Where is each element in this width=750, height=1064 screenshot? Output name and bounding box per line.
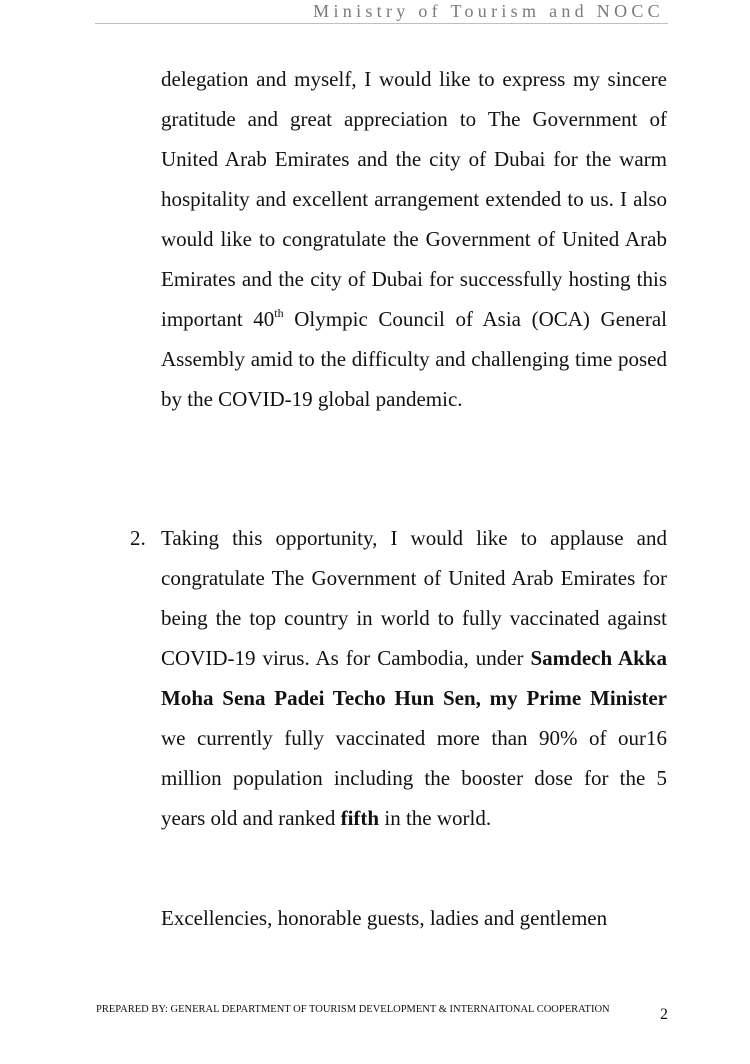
bold-prime-minister: Samdech Akka Moha Sena Padei Techo Hun Sen, my Prime Minister [161,646,667,710]
list-number: 2. [130,526,146,550]
paragraph-text: Olympic Council of Asia (OCA) General Assembly amid to the difficulty and challenging time posed by the COVID-19 global pandemic. [161,307,668,411]
page-header [95,0,668,24]
paragraph-continuation [161,59,667,419]
paragraph-text: in the world. [379,806,492,830]
salutation-paragraph: Excellencies, honorable guests, ladies and gentlemen [161,906,608,930]
page-number: 2 [660,1006,668,1023]
numbered-paragraph [161,518,667,838]
bold-rank: fifth [340,806,380,830]
footer-prepared-by: PREPARED BY: GENERAL DEPARTMENT OF TOURISM DEVELOPMENT & INTERNAITONAL COOPERATION [96,1004,610,1015]
paragraph-text: Taking this opportunity, I would like to applause and congratulate The Government of United Arab Emirates for being the top country in world to fully vaccinated against COVID-19 virus. As for Cambodia, under [161,526,667,670]
header-title: Ministry of Tourism and NOCC [313,1,664,21]
paragraph-text: delegation and myself, I would like to express my sincere gratitude and great appreciation to The Government of United Arab Emirates and the city of Dubai for the warm hospitality and excellent arrangement extended to us. I also would like to congratulate the Government of United Arab Emirates and the city of Dubai for successfully hosting this important 40 [161,67,667,331]
ordinal-superscript: th [274,306,284,320]
paragraph-text: we currently fully vaccinated more than 90% of our16 million population including the booster dose for the 5 years old and ranked [161,726,667,830]
